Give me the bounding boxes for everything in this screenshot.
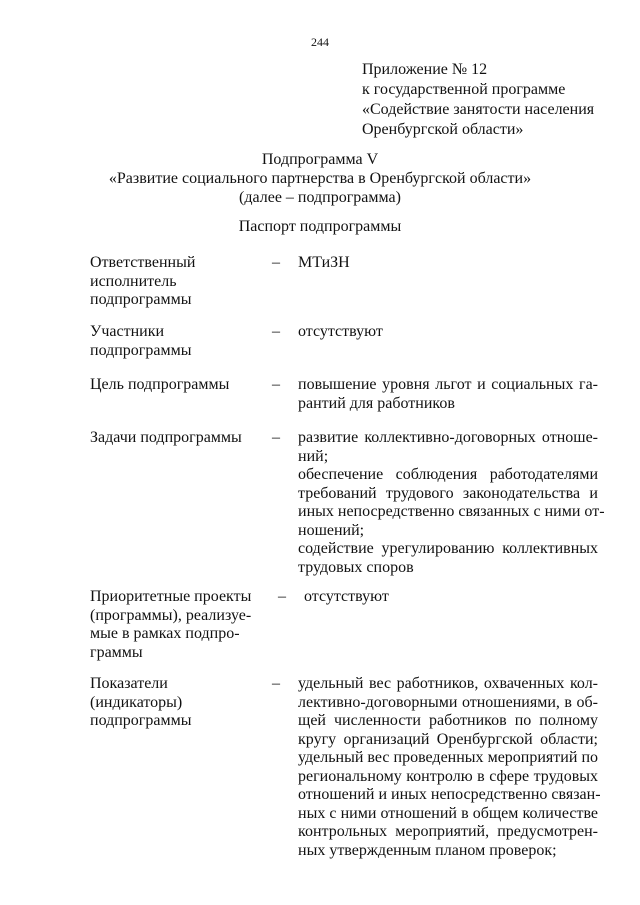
subprogram-title bbox=[0, 150, 640, 207]
appendix-line: Приложение № 12 bbox=[362, 61, 488, 78]
row-label: Участники подпрограммы bbox=[90, 323, 192, 359]
row-label: Ответственный исполнитель подпрограммы bbox=[90, 254, 196, 308]
row-label: Цель подпрограммы bbox=[90, 376, 230, 393]
row-value: отсутствуют bbox=[298, 323, 383, 340]
row-value: удельный вес работников, охваченных кол- лективно-договорными отношениями, в об- щей численности работников по полному кругу организаций Оренбургской области; удельный вес проведенных мероприятий по региональному контролю в сфере трудовых отношений и иных непосредственно связан- ных с ними отношений в общем количестве контрольных мероприятий, предусмотрен- ных утвержденным планом проверок; bbox=[298, 675, 601, 859]
row-value: развитие коллективно-договорных отноше- ний; обеспечение соблюдения работодателями требований трудового законодательства и иных непосредственно связанных с ними от- ношений; содействие урегулированию коллективных трудовых споров bbox=[298, 429, 605, 576]
row-value: отсутствуют bbox=[304, 588, 389, 605]
row-label: Приоритетные проекты (программы), реализуе- мые в рамках подпро- граммы bbox=[90, 588, 252, 661]
title-line: Подпрограмма V bbox=[261, 151, 379, 168]
passport-heading: Паспорт подпрограммы bbox=[238, 218, 402, 235]
row-value: повышение уровня льгот и социальных га- рантий для работников bbox=[298, 376, 598, 412]
row-label: Показатели (индикаторы) подпрограммы bbox=[90, 675, 192, 729]
appendix-line: к государственной программе bbox=[362, 81, 566, 98]
row-dash: – bbox=[272, 376, 280, 393]
row-dash: – bbox=[272, 675, 280, 692]
page-number: 244 bbox=[311, 35, 329, 49]
row-dash: – bbox=[272, 429, 280, 446]
row-value: МТиЗН bbox=[298, 254, 350, 271]
row-dash: – bbox=[272, 323, 280, 340]
title-line: «Развитие социального партнерства в Оренбургской области» bbox=[108, 170, 532, 187]
appendix-line: Оренбургской области» bbox=[362, 121, 524, 138]
appendix-header bbox=[362, 60, 594, 140]
row-label: Задачи подпрограммы bbox=[90, 429, 242, 446]
appendix-line: «Содействие занятости населения bbox=[362, 101, 595, 118]
row-dash: – bbox=[278, 588, 286, 605]
title-line: (далее – подпрограмма) bbox=[239, 189, 401, 206]
row-dash: – bbox=[272, 254, 280, 271]
